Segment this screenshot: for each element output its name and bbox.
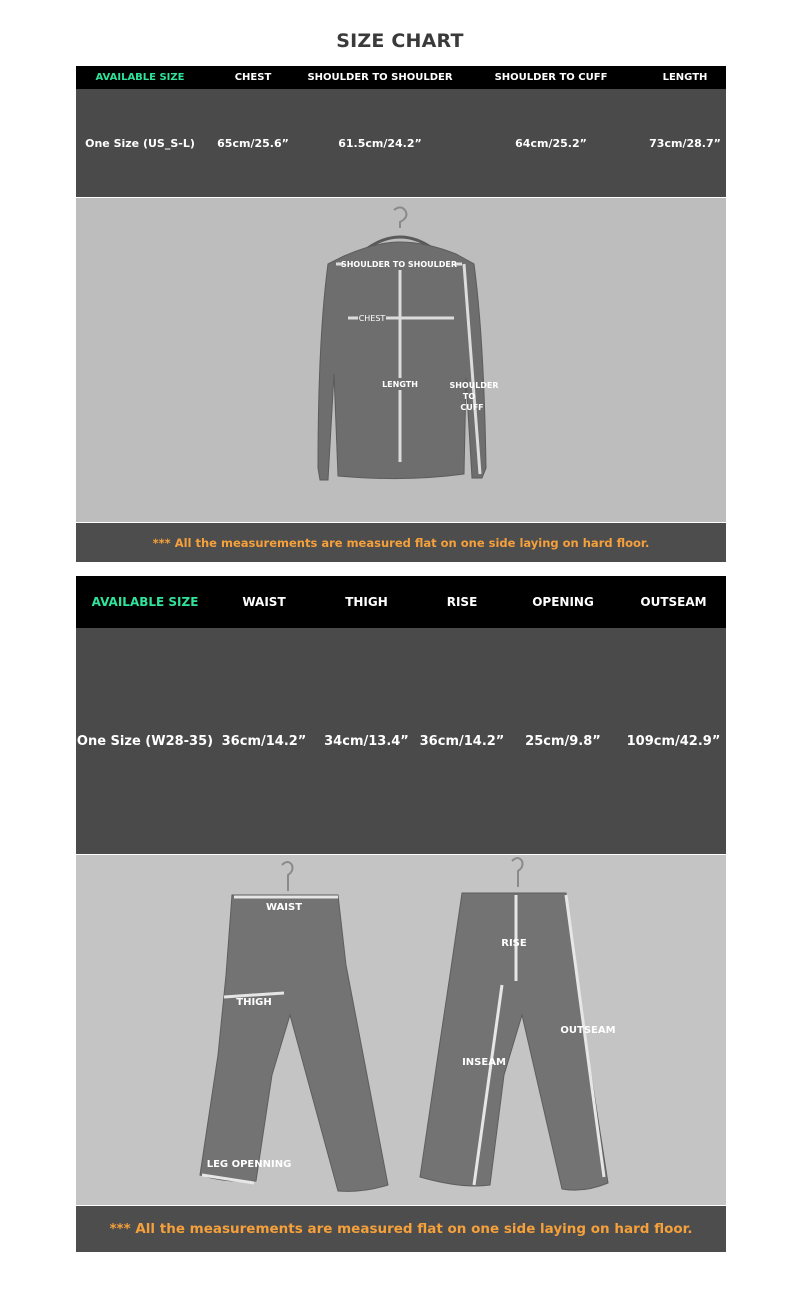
shirt-measurement-diagram (76, 198, 726, 522)
bottom-size-table-values (76, 628, 726, 854)
header-shoulder-to-shoulder: SHOULDER TO SHOULDER (307, 72, 453, 83)
header-chest: CHEST (234, 72, 272, 83)
value-outseam: 109cm/42.9” (626, 733, 721, 749)
top-size-table-header (76, 66, 726, 89)
page-title: SIZE CHART (336, 30, 464, 52)
value-opening: 25cm/9.8” (525, 733, 601, 749)
header-available-size: AVAILABLE SIZE (95, 72, 185, 83)
label-cuff-3: CUFF (460, 403, 484, 412)
header-outseam: OUTSEAM (640, 595, 707, 609)
top-measurement-note: *** All the measurements are measured flat on one side laying on hard floor. (76, 523, 726, 562)
label-cuff-1: SHOULDER (449, 381, 499, 390)
pants-measurement-diagram (76, 855, 726, 1205)
value-shoulder-to-cuff: 64cm/25.2” (515, 136, 587, 150)
label-shoulder: SHOULDER TO SHOULDER (340, 260, 458, 269)
top-size-table-values (76, 89, 726, 197)
label-length: LENGTH (382, 380, 418, 389)
header-rise: RISE (446, 595, 478, 609)
header-available-size: AVAILABLE SIZE (91, 595, 199, 609)
label-cuff-2: TO (462, 392, 476, 401)
value-chest: 65cm/25.6” (217, 136, 289, 150)
label-chest: CHEST (358, 314, 386, 323)
label-inseam: INSEAM (462, 1057, 506, 1068)
header-length: LENGTH (662, 72, 708, 83)
value-length: 73cm/28.7” (649, 136, 721, 150)
label-thigh: THIGH (236, 997, 272, 1008)
front-pants-shape (200, 895, 388, 1191)
header-thigh: THIGH (345, 595, 388, 609)
label-outseam: OUTSEAM (560, 1025, 616, 1036)
label-rise: RISE (501, 938, 527, 949)
value-shoulder-to-shoulder: 61.5cm/24.2” (338, 136, 422, 150)
value-waist: 36cm/14.2” (221, 733, 307, 749)
bottom-measurement-note: *** All the measurements are measured flat on one side laying on hard floor. (76, 1206, 726, 1252)
header-waist: WAIST (242, 595, 286, 609)
header-shoulder-to-cuff: SHOULDER TO CUFF (494, 72, 608, 83)
label-waist: WAIST (265, 902, 303, 913)
bottom-size-table-header (76, 576, 726, 628)
header-opening: OPENING (532, 595, 594, 609)
value-thigh: 34cm/13.4” (324, 733, 409, 749)
value-size: One Size (W28-35) (76, 733, 214, 749)
value-rise: 36cm/14.2” (419, 733, 505, 749)
value-size: One Size (US_S-L) (85, 136, 195, 150)
label-leg-opening: LEG OPENNING (206, 1159, 292, 1170)
shirt-shape (318, 242, 486, 480)
